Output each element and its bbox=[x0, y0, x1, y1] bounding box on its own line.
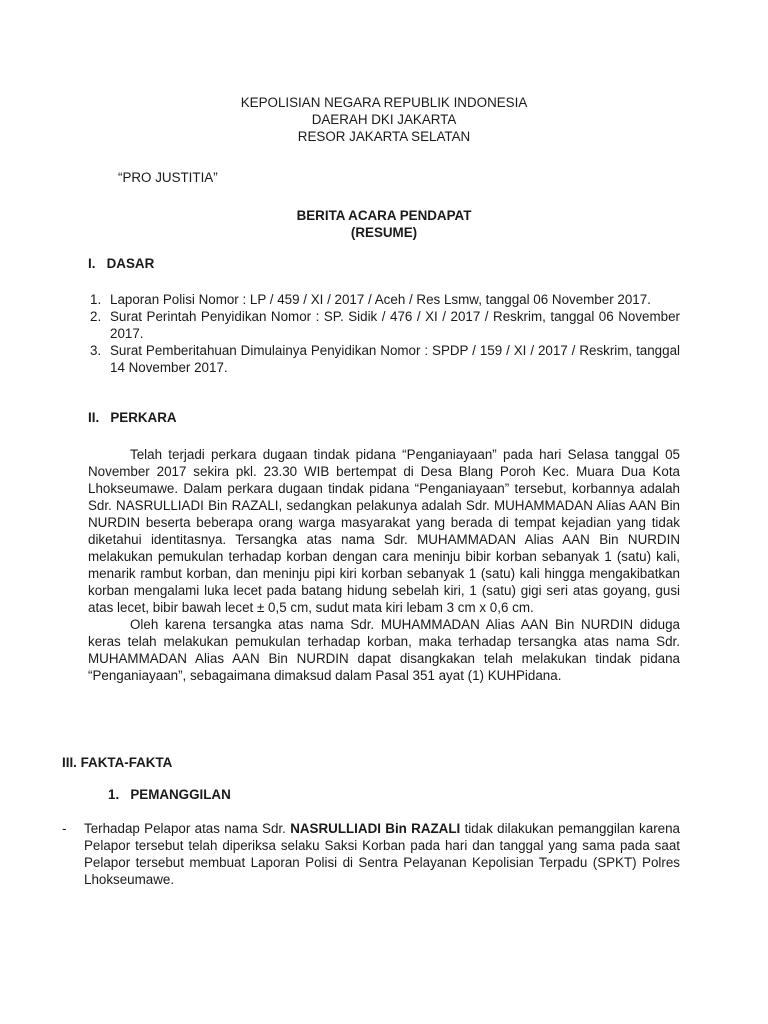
title-line-1: BERITA ACARA PENDAPAT bbox=[296, 208, 472, 223]
list-item bbox=[88, 308, 680, 342]
list-item bbox=[88, 342, 680, 376]
bullet-text-post: tidak dilakukan pemanggilan karena Pelapor tersebut telah diperiksa selaku Saksi Korban pada hari dan tanggal yang sama pada saat Pelapor tersebut membuat Laporan Polisi di Sentra Pelayanan Kepolisian Terpadu (SPKT) Polres Lhokseumawe. bbox=[84, 821, 681, 887]
subsection-pemanggilan-heading: 1. PEMANGGILAN bbox=[108, 787, 231, 802]
bullet-text bbox=[62, 820, 680, 888]
letterhead bbox=[0, 94, 768, 145]
pro-justitia: “PRO JUSTITIA” bbox=[118, 170, 218, 185]
bullet-name: NASRULLIADI Bin RAZALI bbox=[290, 821, 461, 836]
section-2-number: II. bbox=[88, 410, 100, 425]
section-2-title: PERKARA bbox=[110, 410, 177, 425]
section-2-heading bbox=[88, 410, 177, 425]
list-item bbox=[88, 291, 680, 308]
section-1-heading bbox=[88, 256, 154, 271]
list-item-text: Laporan Polisi Nomor : LP / 459 / XI / 2017 / Aceh / Res Lsmw, tanggal 06 November 2017. bbox=[110, 292, 651, 307]
letterhead-line-1: KEPOLISIAN NEGARA REPUBLIK INDONESIA bbox=[240, 95, 528, 110]
title-line-2: (RESUME) bbox=[350, 225, 418, 240]
letterhead-line-2: DAERAH DKI JAKARTA bbox=[311, 112, 457, 127]
list-item-number: 2. bbox=[90, 309, 102, 324]
list-item-text: Surat Perintah Penyidikan Nomor : SP. Sidik / 476 / XI / 2017 / Reskrim, tanggal 06 November 2017. bbox=[110, 309, 680, 341]
pemanggilan-bullet bbox=[62, 820, 680, 888]
perkara-paragraph-1: Telah terjadi perkara dugaan tindak pidana “Penganiayaan” pada hari Selasa tanggal 05 November 2017 sekira pkl. 23.30 WIB bertempat di Desa Blang Poroh Kec. Muara Dua Kota Lhokseumawe. Dalam perkara dugaan tindak pidana “Penganiayaan” tersebut, korbannya adalah Sdr. NASRULLIADI Bin RAZALI, sedangkan pelakunya adalah Sdr. MUHAMMADAN Alias AAN Bin NURDIN beserta beberapa orang warga masyarakat yang berada di tempat kejadian yang tidak diketahui identitasnya. Tersangka atas nama Sdr. MUHAMMADAN Alias AAN Bin NURDIN melakukan pemukulan terhadap korban dengan cara meninju bibir korban sebanyak 1 (satu) kali, menarik rambut korban, dan meninju pipi kiri korban sebanyak 1 (satu) kali hingga mengakibatkan korban mengalami luka lecet pada batang hidung sebelah kiri, 1 (satu) gigi seri atas goyang, gusi atas lecet, bibir bawah lecet ± 0,5 cm, sudut mata kiri lebam 3 cm x 0,6 cm. bbox=[88, 447, 680, 615]
perkara-body bbox=[88, 446, 680, 684]
dasar-list bbox=[88, 291, 680, 376]
list-item-text: Surat Pemberitahuan Dimulainya Penyidikan Nomor : SPDP / 159 / XI / 2017 / Reskrim, tanggal 14 November 2017. bbox=[110, 343, 680, 375]
list-item-number: 3. bbox=[90, 343, 102, 358]
bullet-dash: - bbox=[62, 821, 67, 836]
document-title bbox=[0, 207, 768, 241]
letterhead-line-3: RESOR JAKARTA SELATAN bbox=[297, 129, 471, 144]
section-3-heading: III. FAKTA-FAKTA bbox=[62, 755, 173, 770]
bullet-text-pre: Terhadap Pelapor atas nama Sdr. bbox=[84, 821, 286, 836]
list-item-number: 1. bbox=[90, 292, 102, 307]
section-1-number: I. bbox=[88, 256, 96, 271]
section-1-title: DASAR bbox=[106, 256, 155, 271]
perkara-paragraph-2: Oleh karena tersangka atas nama Sdr. MUHAMMADAN Alias AAN Bin NURDIN diduga keras telah melakukan pemukulan terhadap korban, maka terhadap tersangka atas nama Sdr. MUHAMMADAN Alias AAN Bin NURDIN dapat disangkakan telah melakukan tindak pidana “Penganiayaan”, sebagaimana dimaksud dalam Pasal 351 ayat (1) KUHPidana. bbox=[88, 617, 680, 683]
